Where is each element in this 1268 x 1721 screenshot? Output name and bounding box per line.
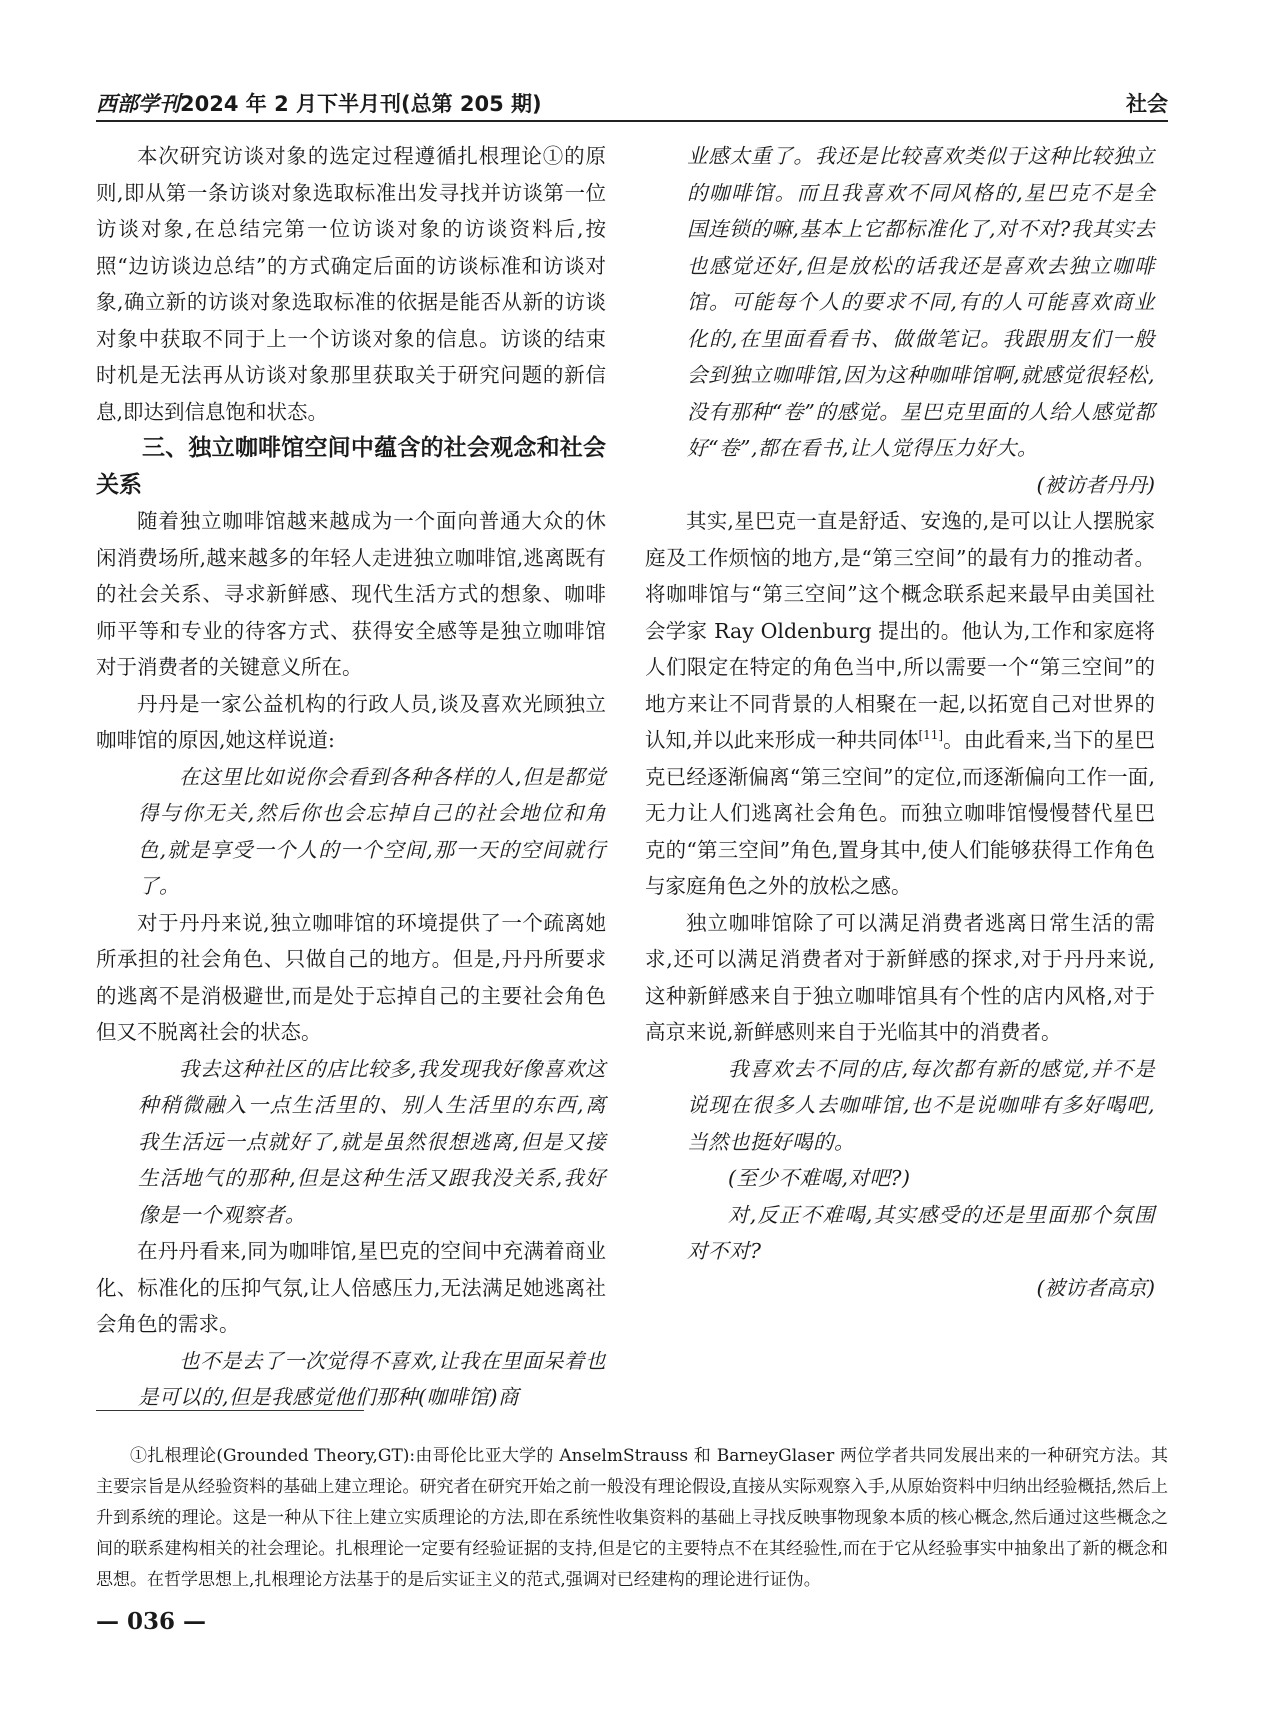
right-column <box>645 138 1155 1306</box>
footnote: ①扎根理论(Grounded Theory,GT):由哥伦比亚大学的 AnselmStrauss 和 BarneyGlaser 两位学者共同发展出来的一种研究方法。其主要宗旨是从经验资料的基础上建立理论。研究者在研究开始之前一般没有理论假设,直接从实际观察入手,从原始资料中归纳出经验概括,然后上升到系统的理论。这是一种从下往上建立实质理论的方法,即在系统性收集资料的基础上寻找反映事物现象本质的核心概念,然后通过这些概念之间的联系建构相关的社会理论。扎根理论一定要有经验证据的支持,但是它的主要特点不在其经验性,而在于它从经验事实中抽象出了新的概念和思想。在哲学思想上,扎根理论方法基于的是后实证主义的范式,强调对已经建构的理论进行证伪。 <box>96 1446 1168 1590</box>
citation-ref[interactable]: [11] <box>918 728 944 743</box>
paragraph: 对于丹丹来说,独立咖啡馆的环境提供了一个疏离她所承担的社会角色、只做自己的地方。但是,丹丹所要求的逃离不是消极避世,而是处于忘掉自己的主要社会角色但又不脱离社会的状态。 <box>96 910 606 1044</box>
paragraph-text: 其实,星巴克一直是舒适、安逸的,是可以让人摆脱家庭及工作烦恼的地方,是“第三空间”的最有力的推动者。将咖啡馆与“第三空间”这个概念联系起来最早由美国社会学家 Ray Oldenburg 提出的。他认为,工作和家庭将人们限定在特定的角色当中,所以需要一个“第三空间”的地方来让不同背景的人相聚在一起,以拓宽自己对世界的认知,并以此来形成一种共同体 <box>645 509 1155 752</box>
journal-issue: 2024 年 2 月下半月刊(总第 205 期) <box>180 92 542 116</box>
paragraph: 随着独立咖啡馆越来越成为一个面向普通大众的休闲消费场所,越来越多的年轻人走进独立咖啡馆,逃离既有的社会关系、寻求新鲜感、现代生活方式的想象、咖啡师平等和专业的待客方式、获得安全感等是独立咖啡馆对于消费者的关键意义所在。 <box>96 509 606 679</box>
paragraph: 本次研究访谈对象的选定过程遵循扎根理论①的原则,即从第一条访谈对象选取标准出发寻找并访谈第一位访谈对象,在总结完第一位访谈对象的访谈资料后,按照“边访谈边总结”的方式确定后面的访谈标准和访谈对象,确立新的访谈对象选取标准的依据是能否从新的访谈对象中获取不同于上一个访谈对象的信息。访谈的结束时机是无法再从访谈对象那里获取关于研究问题的新信息,即达到信息饱和状态。 <box>96 144 606 424</box>
quote-attribution: (被访者丹丹) <box>1036 472 1155 497</box>
interview-quote: 对,反正不难喝,其实感受的还是里面那个氛围对不对? <box>687 1202 1155 1263</box>
quote-attribution: (被访者高京) <box>1036 1275 1155 1300</box>
footnote-divider <box>96 1410 364 1411</box>
interview-quote: 我喜欢去不同的店,每次都有新的感觉,并不是说现在很多人去咖啡馆,也不是说咖啡有多好喝吧,当然也挺好喝的。 <box>687 1056 1155 1154</box>
running-header <box>96 84 1168 122</box>
page-number: — 036 — <box>96 1608 207 1635</box>
journal-logo: 西部学刊 <box>96 91 180 116</box>
paragraph <box>645 503 1155 905</box>
paragraph-text: 。由此看来,当下的星巴克已经逐渐偏离“第三空间”的定位,而逐渐偏向工作一面,无力让人们逃离社会角色。而独立咖啡馆慢慢替代星巴克的“第三空间”角色,置身其中,使人们能够获得工作角色与家庭角色之外的放松之感。 <box>645 728 1155 898</box>
interview-quote-continued: 业感太重了。我还是比较喜欢类似于这种比较独立的咖啡馆。而且我喜欢不同风格的,星巴克不是全国连锁的嘛,基本上它都标准化了,对不对?我其实去也感觉还好,但是放松的话我还是喜欢去独立咖啡馆。可能每个人的要求不同,有的人可能喜欢商业化的,在里面看看书、做做笔记。我跟朋友们一般会到独立咖啡馆,因为这种咖啡馆啊,就感觉很轻松,没有那种“卷”的感觉。星巴克里面的人给人感觉都好“卷”,都在看书,让人觉得压力好大。 <box>687 144 1155 460</box>
paragraph: 独立咖啡馆除了可以满足消费者逃离日常生活的需求,还可以满足消费者对于新鲜感的探求,对于丹丹来说,这种新鲜感来自于独立咖啡馆具有个性的店内风格,对于高京来说,新鲜感则来自于光临其中的消费者。 <box>645 910 1155 1044</box>
paragraph: 在丹丹看来,同为咖啡馆,星巴克的空间中充满着商业化、标准化的压抑气氛,让人倍感压力,无法满足她逃离社会角色的需求。 <box>96 1239 606 1336</box>
journal-title <box>96 88 542 118</box>
left-column <box>96 138 606 1416</box>
section-name: 社会 <box>1126 92 1168 116</box>
section-heading: 三、独立咖啡馆空间中蕴含的社会观念和社会关系 <box>96 435 606 498</box>
interview-quote: 我去这种社区的店比较多,我发现我好像喜欢这种稍微融入一点生活里的、别人生活里的东西,离我生活远一点就好了,就是虽然很想逃离,但是又接生活地气的那种,但是这种生活又跟我没关系,我好像是一个观察者。 <box>138 1056 607 1227</box>
interview-quote: 也不是去了一次觉得不喜欢,让我在里面呆着也是可以的,但是我感觉他们那种(咖啡馆)商 <box>138 1348 607 1409</box>
interview-quote: 在这里比如说你会看到各种各样的人,但是都觉得与你无关,然后你也会忘掉自己的社会地位和角色,就是享受一个人的一个空间,那一天的空间就行了。 <box>138 764 607 898</box>
interviewer-question: (至少不难喝,对吧?) <box>728 1166 911 1190</box>
paragraph: 丹丹是一家公益机构的行政人员,谈及喜欢光顾独立咖啡馆的原因,她这样说道: <box>96 691 606 752</box>
